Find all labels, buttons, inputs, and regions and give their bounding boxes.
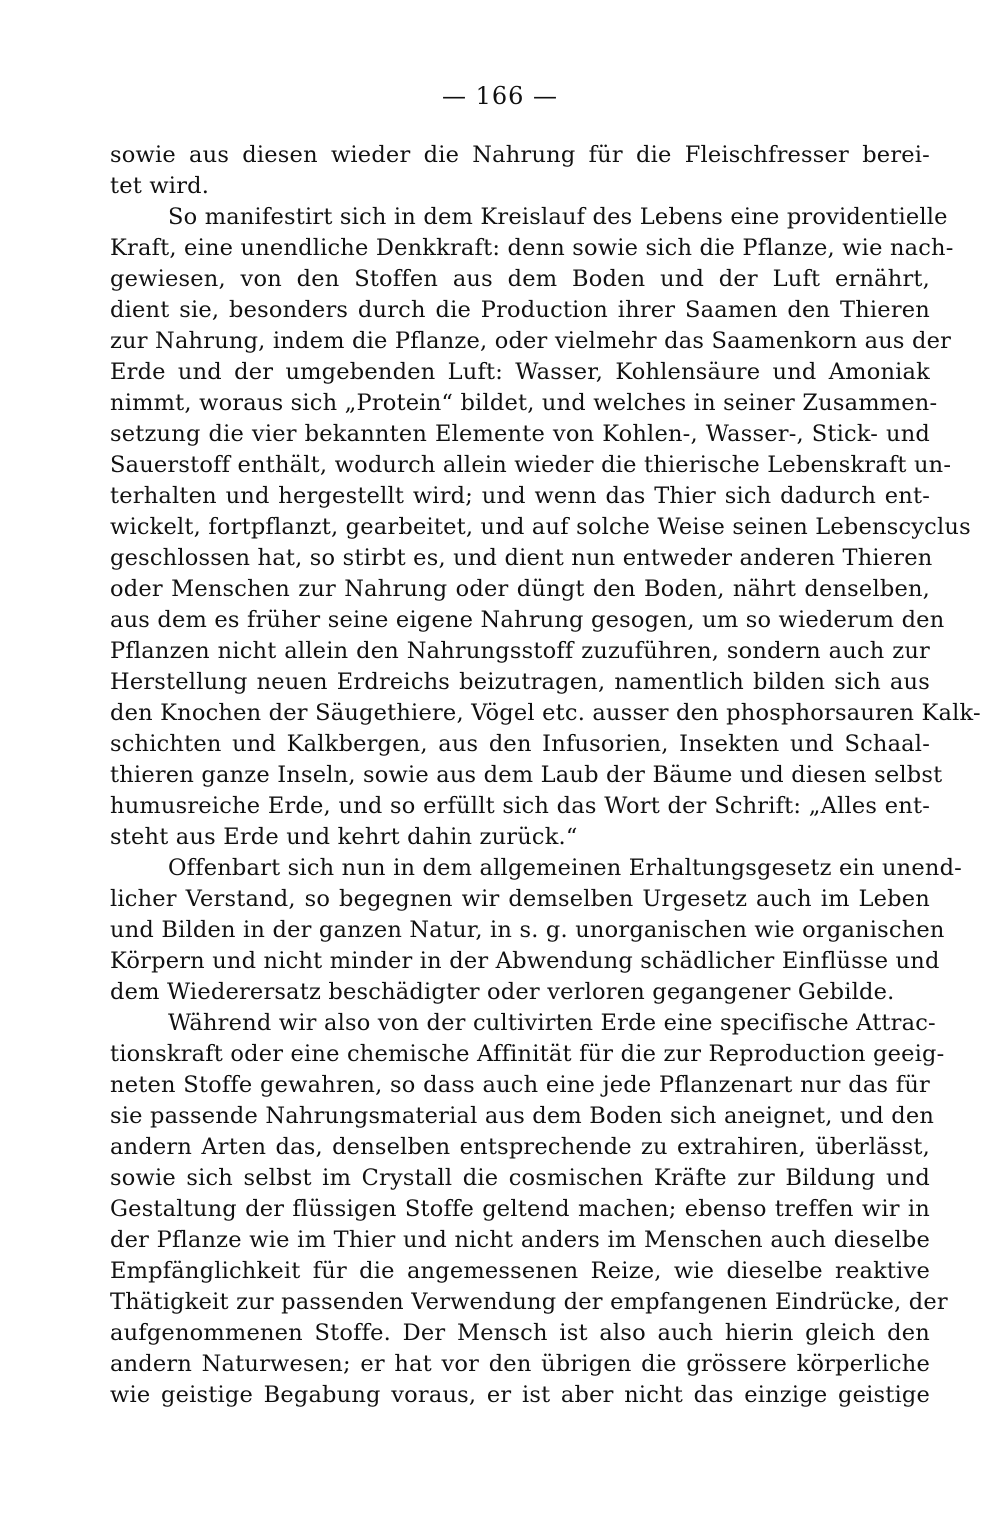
text-line: Herstellung neuen Erdreichs beizutragen, namentlich bilden sich aus bbox=[110, 669, 930, 695]
text-line: Sauerstoff enthält, wodurch allein wieder die thierische Lebenskraft un- bbox=[110, 452, 952, 478]
text-line: Empfänglichkeit für die angemessenen Reize, wie dieselbe reaktive bbox=[110, 1258, 930, 1284]
text-line: schichten und Kalkbergen, aus den Infusorien, Insekten und Schaal- bbox=[110, 731, 930, 757]
text-line: geschlossen hat, so stirbt es, und dient nun entweder anderen Thieren bbox=[110, 545, 933, 571]
text-line: wie geistige Begabung voraus, er ist aber nicht das einzige geistige bbox=[110, 1382, 930, 1408]
text-line: aus dem es früher seine eigene Nahrung gesogen, um so wiederum den bbox=[110, 607, 945, 633]
text-line: Pflanzen nicht allein den Nahrungsstoff zuzuführen, sondern auch zur bbox=[110, 638, 930, 664]
text-line: andern Naturwesen; er hat vor den übrigen die grössere körperliche bbox=[110, 1351, 930, 1377]
text-line: gewiesen, von den Stoffen aus dem Boden und der Luft ernährt, bbox=[110, 266, 930, 292]
text-line: neten Stoffe gewahren, so dass auch eine jede Pflanzenart nur das für bbox=[110, 1072, 930, 1098]
text-line: sowie aus diesen wieder die Nahrung für die Fleischfresser berei- bbox=[110, 142, 930, 168]
text-line: und Bilden in der ganzen Natur, in s. g. unorganischen wie organischen bbox=[110, 917, 945, 943]
page-number: — 166 — bbox=[441, 82, 559, 110]
text-line: nimmt, woraus sich „Protein“ bildet, und welches in seiner Zusammen- bbox=[110, 390, 938, 416]
paragraph-start-line: So manifestirt sich in dem Kreislauf des Lebens eine providentielle bbox=[168, 204, 948, 230]
text-line: dem Wiederersatz beschädigter oder verloren gegangener Gebilde. bbox=[110, 979, 895, 1005]
text-line: Thätigkeit zur passenden Verwendung der empfangenen Eindrücke, der bbox=[110, 1289, 948, 1315]
text-line: terhalten und hergestellt wird; und wenn das Thier sich dadurch ent- bbox=[110, 483, 930, 509]
text-line: zur Nahrung, indem die Pflanze, oder vielmehr das Saamenkorn aus der bbox=[110, 328, 952, 354]
text-line: licher Verstand, so begegnen wir demselben Urgesetz auch im Leben bbox=[110, 886, 930, 912]
text-line: tet wird. bbox=[110, 173, 210, 199]
text-line: wickelt, fortpflanzt, gearbeitet, und auf solche Weise seinen Lebenscyclus bbox=[110, 514, 971, 540]
paragraph-start-line: Während wir also von der cultivirten Erde eine specifische Attrac- bbox=[168, 1010, 936, 1036]
text-line: andern Arten das, denselben entsprechende zu extrahiren, überlässt, bbox=[110, 1134, 930, 1160]
text-line: den Knochen der Säugethiere, Vögel etc. ausser den phosphorsauren Kalk- bbox=[110, 700, 981, 726]
text-line: setzung die vier bekannten Elemente von Kohlen-, Wasser-, Stick- und bbox=[110, 421, 930, 447]
text-line: oder Menschen zur Nahrung oder düngt den Boden, nährt denselben, bbox=[110, 576, 930, 602]
text-line: Erde und der umgebenden Luft: Wasser, Kohlensäure und Amoniak bbox=[110, 359, 930, 385]
body-text bbox=[110, 140, 981, 1411]
text-line: steht aus Erde und kehrt dahin zurück.“ bbox=[110, 824, 578, 850]
text-line: thieren ganze Inseln, sowie aus dem Laub der Bäume und diesen selbst bbox=[110, 762, 943, 788]
text-line: der Pflanze wie im Thier und nicht anders im Menschen auch dieselbe bbox=[110, 1227, 930, 1253]
text-line: aufgenommenen Stoffe. Der Mensch ist also auch hierin gleich den bbox=[110, 1320, 930, 1346]
text-line: Körpern und nicht minder in der Abwendung schädlicher Einflüsse und bbox=[110, 948, 940, 974]
text-line: humusreiche Erde, und so erfüllt sich das Wort der Schrift: „Alles ent- bbox=[110, 793, 930, 819]
text-line: dient sie, besonders durch die Production ihrer Saamen den Thieren bbox=[110, 297, 930, 323]
text-line: Gestaltung der flüssigen Stoffe geltend machen; ebenso treffen wir in bbox=[110, 1196, 930, 1222]
text-line: sie passende Nahrungsmaterial aus dem Boden sich aneignet, und den bbox=[110, 1103, 935, 1129]
paragraph-start-line: Offenbart sich nun in dem allgemeinen Erhaltungsgesetz ein unend- bbox=[168, 855, 962, 881]
text-line: tionskraft oder eine chemische Affinität für die zur Reproduction geeig- bbox=[110, 1041, 945, 1067]
text-line: sowie sich selbst im Crystall die cosmischen Kräfte zur Bildung und bbox=[110, 1165, 930, 1191]
text-line: Kraft, eine unendliche Denkkraft: denn sowie sich die Pflanze, wie nach- bbox=[110, 235, 954, 261]
